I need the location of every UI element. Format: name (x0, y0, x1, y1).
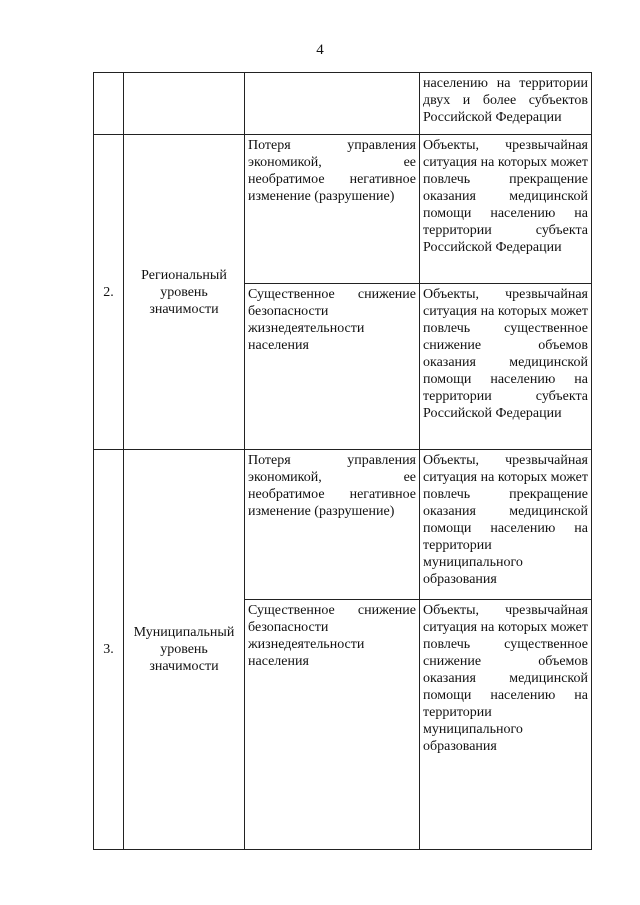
cell-criterion: Существенное снижение безопасности жизнедеятельности населения (245, 284, 420, 450)
table-row-continuation (94, 73, 592, 135)
cell-criterion: Существенное снижение безопасности жизнедеятельности населения (245, 600, 420, 850)
significance-table (93, 72, 592, 850)
table-row-municipal-1 (94, 450, 592, 600)
cell-criterion: Потеря управления экономикой, ее необратимое негативное изменение (разрушение) (245, 450, 420, 600)
level-regional: Региональный уровень значимости (141, 267, 227, 317)
cell-level (124, 135, 245, 450)
cell-criterion-empty (245, 73, 420, 135)
cell-number (94, 135, 124, 450)
table-row-regional-1 (94, 135, 592, 284)
cell-objects: Объекты, чрезвычайная ситуация на которых может повлечь прекращение оказания медицинской помощи населению на территории муниципального образования (420, 450, 592, 600)
level-municipal: Муниципальный уровень значимости (133, 625, 235, 674)
row-number-municipal: 3. (103, 642, 114, 657)
cell-criterion: Потеря управления экономикой, ее необратимое негативное изменение (разрушение) (245, 135, 420, 284)
cell-level (124, 450, 245, 850)
cell-objects: Объекты, чрезвычайная ситуация на которых может повлечь прекращение оказания медицинской помощи населению на территории субъекта Российской Федерации (420, 135, 592, 284)
row-number-regional: 2. (103, 284, 114, 300)
cell-objects: Объекты, чрезвычайная ситуация на которых может повлечь существенное снижение объемов оказания медицинской помощи населению на территории субъекта Российской Федерации (420, 284, 592, 450)
page-number: 4 (316, 42, 324, 58)
cell-objects: Объекты, чрезвычайная ситуация на которых может повлечь существенное снижение объемов оказания медицинской помощи населению на территории муниципального образования (420, 600, 592, 850)
cell-number-empty (94, 73, 124, 135)
cell-number (94, 450, 124, 850)
cell-level-empty (124, 73, 245, 135)
cell-objects: населению на территории двух и более субъектов Российской Федерации (420, 73, 592, 135)
